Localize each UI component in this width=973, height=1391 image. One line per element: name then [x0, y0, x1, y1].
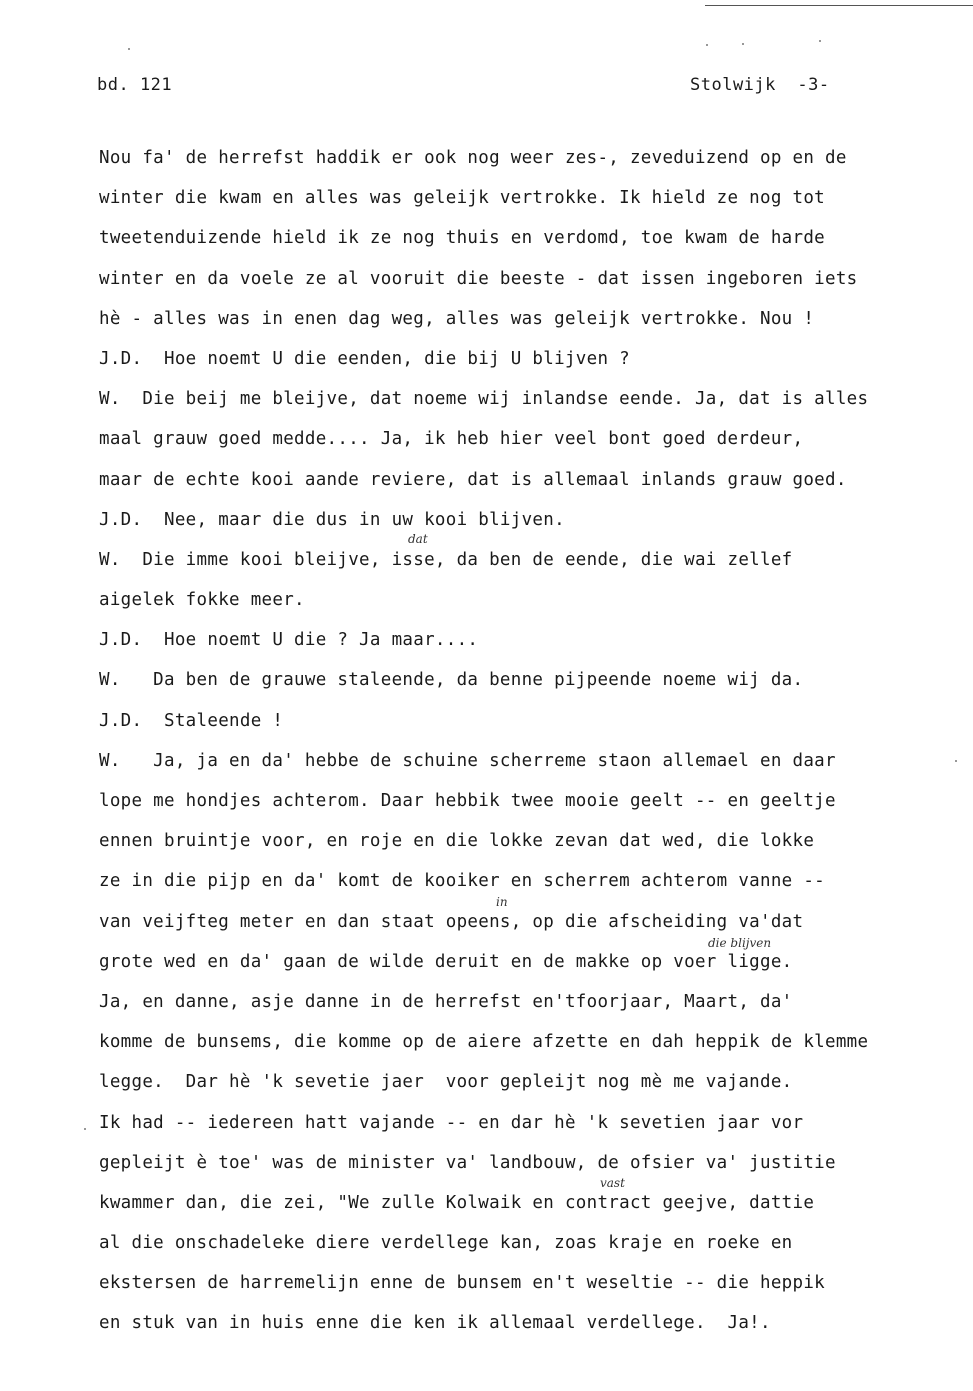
text-line: W. Die beij me bleijve, dat noeme wij inlandse eende. Ja, dat is alles [99, 389, 869, 410]
text-line: legge. Dar hè 'k sevetie jaer voor gepleijt nog mè me vajande. [99, 1072, 793, 1093]
text-line: ekstersen de harremelijn enne de bunsem en't weseltie -- die heppik [99, 1273, 826, 1294]
scan-speck [742, 43, 744, 45]
text-line: W. Da ben de grauwe staleende, da benne pijpeende noeme wij da. [99, 670, 804, 691]
scan-speck [819, 40, 821, 42]
text-line: van veijfteg meter en dan staat opeens, op die afscheiding va'dat [99, 911, 804, 932]
text-line: W. Die imme kooi bleijve, isse, da ben de eende, die wai zellef [99, 549, 793, 570]
text-line: lope me hondjes achterom. Daar hebbik twee mooie geelt -- en geeltje [99, 791, 836, 811]
text-line: J.D. Hoe noemt U die eenden, die bij U blijven ? [99, 348, 630, 369]
text-line: aigelek fokke meer. [99, 590, 305, 611]
text-line: ze in die pijp en da' komt de kooiker en scherrem achterom vanne -- [99, 871, 826, 892]
text-line: J.D. Nee, maar die dus in uw kooi blijven. [99, 509, 565, 530]
text-line: kwammer dan, die zei, "We zulle Kolwaik en contract geejve, dattie [99, 1192, 815, 1213]
text-line: grote wed en da' gaan de wilde deruit en de makke op voer ligge. [99, 951, 793, 972]
text-line: J.D. Staleende ! [99, 710, 284, 731]
text-line: komme de bunsems, die komme op de aiere afzette en dah heppik de klemme [99, 1032, 869, 1053]
scan-speck [128, 48, 130, 50]
page-location-number: Stolwijk -3- [690, 75, 830, 95]
transcript-body [99, 146, 969, 1352]
scan-speck [706, 44, 708, 46]
text-line: Ja, en danne, asje danne in de herrefst en'tfoorjaar, Maart, da' [99, 991, 793, 1012]
text-line: gepleijt è toe' was de minister va' landbouw, de ofsier va' justitie [99, 1152, 836, 1173]
text-line: al die onschadeleke diere verdellege kan, zoas kraje en roeke en [99, 1233, 793, 1254]
text-line: Ik had -- iedereen hatt vajande -- en dar hè 'k sevetien jaar vor [99, 1112, 804, 1133]
handwritten-annotation: vast [600, 1176, 625, 1190]
text-line: ennen bruintje voor, en roje en die lokke zevan dat wed, die lokke [99, 831, 815, 852]
page-reference: bd. 121 [97, 75, 173, 95]
scan-speck [84, 1128, 86, 1130]
text-line: J.D. Hoe noemt U die ? Ja maar.... [99, 630, 479, 651]
text-line: maar de echte kooi aande reviere, dat is allemaal inlands grauw goed. [99, 469, 847, 490]
text-line: hè - alles was in enen dag weg, alles was geleijk vertrokke. Nou ! [99, 308, 815, 329]
scan-speck [955, 760, 957, 762]
top-rule [705, 5, 973, 6]
handwritten-annotation: in [496, 895, 508, 909]
text-line: Nou fa' de herrefst haddik er ook nog weer zes-, zeveduizend op en de [99, 148, 847, 168]
text-line: winter die kwam en alles was geleijk vertrokke. Ik hield ze nog tot [99, 188, 826, 209]
text-line: tweetenduizende hield ik ze nog thuis en verdomd, toe kwam de harde [99, 228, 826, 249]
text-line: W. Ja, ja en da' hebbe de schuine scherreme staon allemael en daar [99, 750, 836, 771]
text-line: maal grauw goed medde.... Ja, ik heb hier veel bont goed derdeur, [99, 429, 804, 450]
handwritten-annotation: dat [408, 532, 428, 546]
handwritten-annotation: die blijven [708, 936, 772, 950]
text-line: winter en da voele ze al vooruit die beeste - dat issen ingeboren iets [99, 268, 858, 289]
text-line: en stuk van in huis enne die ken ik allemaal verdellege. Ja!. [99, 1313, 771, 1334]
